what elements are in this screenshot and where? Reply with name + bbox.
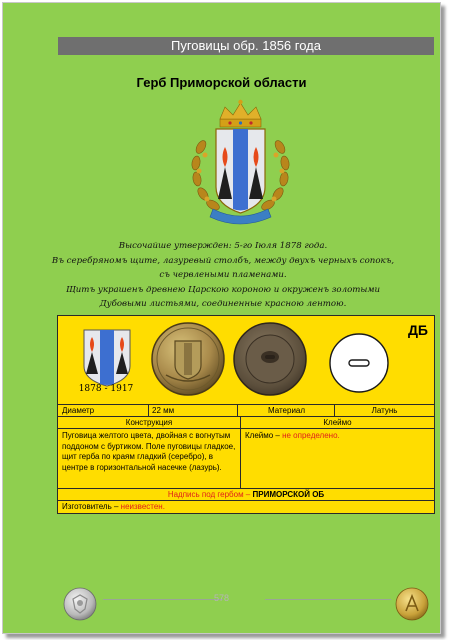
button-front-photo-icon <box>150 321 226 397</box>
catalog-code: ДБ <box>407 322 428 338</box>
material-label: Материал <box>237 405 335 417</box>
stamp-label: Клеймо <box>240 417 434 429</box>
button-back-photo-icon <box>232 321 308 397</box>
maker-row <box>58 500 434 514</box>
coat-of-arms-emblem <box>183 99 298 227</box>
page-header <box>58 37 434 55</box>
diameter-label: Диаметр <box>62 406 95 415</box>
page <box>2 2 441 634</box>
page-number: 578 <box>213 593 230 603</box>
silver-button-icon <box>63 587 97 621</box>
construction-description: Пуговица желтого цвета, двойная с вогнутым поддоном с буртиком. Поле пуговицы гладкое, щит герба по краям гладкий (серебро), в центре в горизонтальной насечке (лазурь). <box>62 431 236 472</box>
maker-prefix: Изготовитель – <box>62 502 121 511</box>
decree-line: Дубовыми листьями, соединенные красною лентою. <box>99 299 347 309</box>
decree-line: Въ серебряномъ щите, лазуревый столбъ, между двухъ черныхъ сопокъ, <box>51 255 395 266</box>
small-coat-of-arms-icon <box>80 328 134 388</box>
maker-value: неизвестен. <box>120 502 165 511</box>
decree-line: Высочайше утвержден: 5-го Іюля 1878 года. <box>118 241 328 251</box>
inscription-prefix: Надпись под гербом – <box>167 490 253 499</box>
construction-label: Конструкция <box>125 418 173 427</box>
years-label: 1878 - 1917 <box>78 384 134 394</box>
decree-line: съ червлеными пламенами. <box>159 270 287 280</box>
material-value: Латунь <box>334 405 434 417</box>
maker-cell <box>62 501 432 514</box>
stamp-prefix: Клеймо – <box>245 431 283 440</box>
stamp-value: не определено. <box>282 431 340 440</box>
section-title: Герб Приморской области <box>136 75 307 90</box>
decree-line: Щитъ украшенъ древнею Царскою короною и окруженъ золотыми <box>65 284 381 295</box>
diameter-value: 22 мм <box>148 405 238 417</box>
gold-button-icon <box>395 587 429 621</box>
button-info-card <box>57 315 435 514</box>
decree-text <box>23 239 423 312</box>
page-header-title: Пуговицы обр. 1856 года <box>171 38 321 53</box>
details-row <box>58 428 434 489</box>
stamp-value-cell <box>240 429 434 489</box>
inscription-value: ПРИМОРСКОЙ ОБ <box>252 490 325 499</box>
button-diagram-icon <box>328 332 390 394</box>
